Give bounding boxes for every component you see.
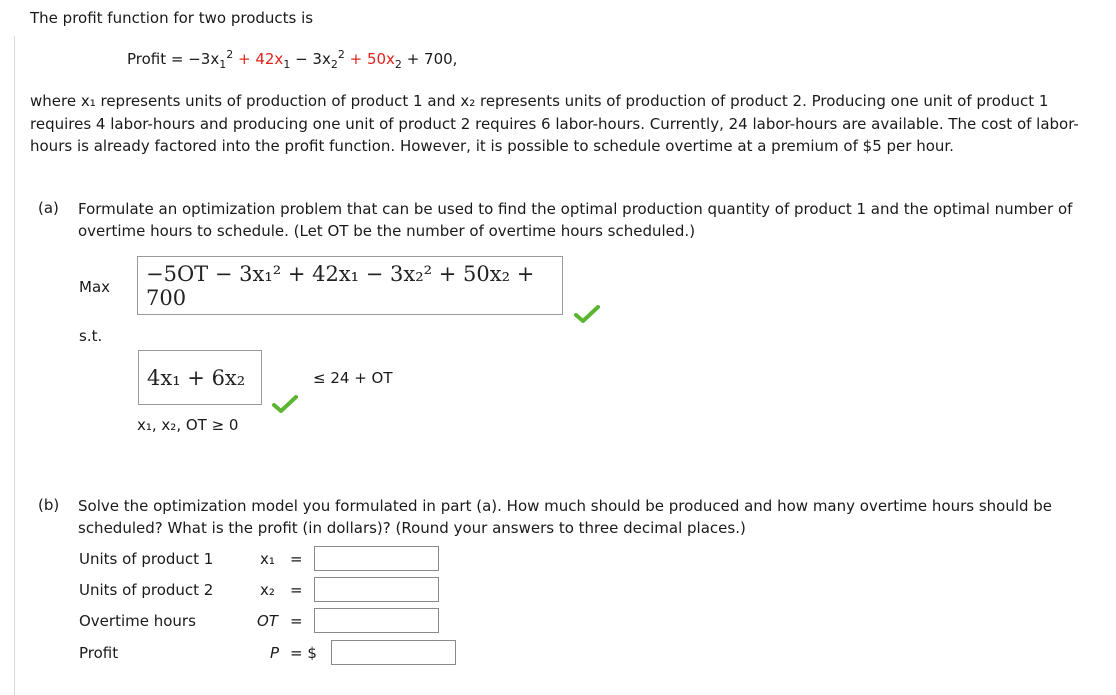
coefficient-50: + 50x bbox=[344, 50, 395, 68]
part-b-label: (b) bbox=[38, 496, 60, 514]
row-label-profit: Profit bbox=[79, 644, 119, 662]
part-a-question: Formulate an optimization problem that can be used to find the optimal production quantity of product 1 and the optimal number of overtime hours to schedule. (Let OT be the number of overtime hours scheduled.) bbox=[78, 200, 1073, 240]
var-p: P bbox=[270, 644, 280, 662]
x1-answer-input[interactable] bbox=[314, 546, 439, 571]
part-b-question: Solve the optimization model you formulated in part (a). How much should be produced and how many overtime hours should be scheduled? What is the profit (in dollars)? (Round your answers to three decimal places.) bbox=[78, 497, 1053, 537]
var-x2: x₂ bbox=[260, 581, 275, 599]
nonnegativity-constraint: x₁, x₂, OT ≥ 0 bbox=[137, 416, 239, 434]
row-label-product-1: Units of product 1 bbox=[79, 550, 214, 568]
ot-answer-input[interactable] bbox=[314, 608, 439, 633]
st-label: s.t. bbox=[79, 327, 103, 345]
var-x1: x₁ bbox=[260, 550, 275, 568]
equals-sign: = bbox=[290, 612, 303, 630]
row-label-overtime: Overtime hours bbox=[79, 612, 196, 630]
equals-dollar-sign: = $ bbox=[290, 644, 317, 662]
problem-description: where x₁ represents units of production of product 1 and x₂ represents units of production of product 2. Producing one unit of product 1 requires 4 labor-hours and producing one unit of product 2 requires 6 labor-hours. Currently, 24 labor-hours are available. The cost of labor-hours is already factored into the profit function. However, it is possible to schedule overtime at a premium of $5 per hour. bbox=[30, 92, 1079, 155]
equals-sign: = bbox=[290, 581, 303, 599]
correct-check-icon bbox=[574, 305, 600, 323]
intro-heading: The profit function for two products is bbox=[30, 9, 314, 27]
part-a-label: (a) bbox=[38, 199, 59, 217]
constraint-rhs: ≤ 24 + OT bbox=[313, 369, 393, 387]
x2-answer-input[interactable] bbox=[314, 577, 439, 602]
constraint-expression: 4x₁ + 6x₂ bbox=[147, 365, 246, 390]
constraint-input[interactable] bbox=[138, 350, 262, 405]
max-label: Max bbox=[79, 278, 111, 296]
profit-answer-input[interactable] bbox=[331, 640, 456, 665]
profit-function: Profit = $-3x_1^2 + 42x_1 - 3x_2^2 + 50x_2 + 700$, bbox=[127, 48, 458, 71]
content-frame-line bbox=[14, 36, 15, 695]
objective-expression: −5OT − 3x₁² + 42x₁ − 3x₂² + 50x₂ + 700 bbox=[146, 261, 535, 310]
row-label-product-2: Units of product 2 bbox=[79, 581, 214, 599]
coefficient-42: + 42x bbox=[233, 50, 284, 68]
correct-check-icon bbox=[272, 395, 298, 413]
equals-sign: = bbox=[290, 550, 303, 568]
var-ot: OT bbox=[257, 612, 278, 630]
objective-input[interactable] bbox=[137, 256, 563, 315]
